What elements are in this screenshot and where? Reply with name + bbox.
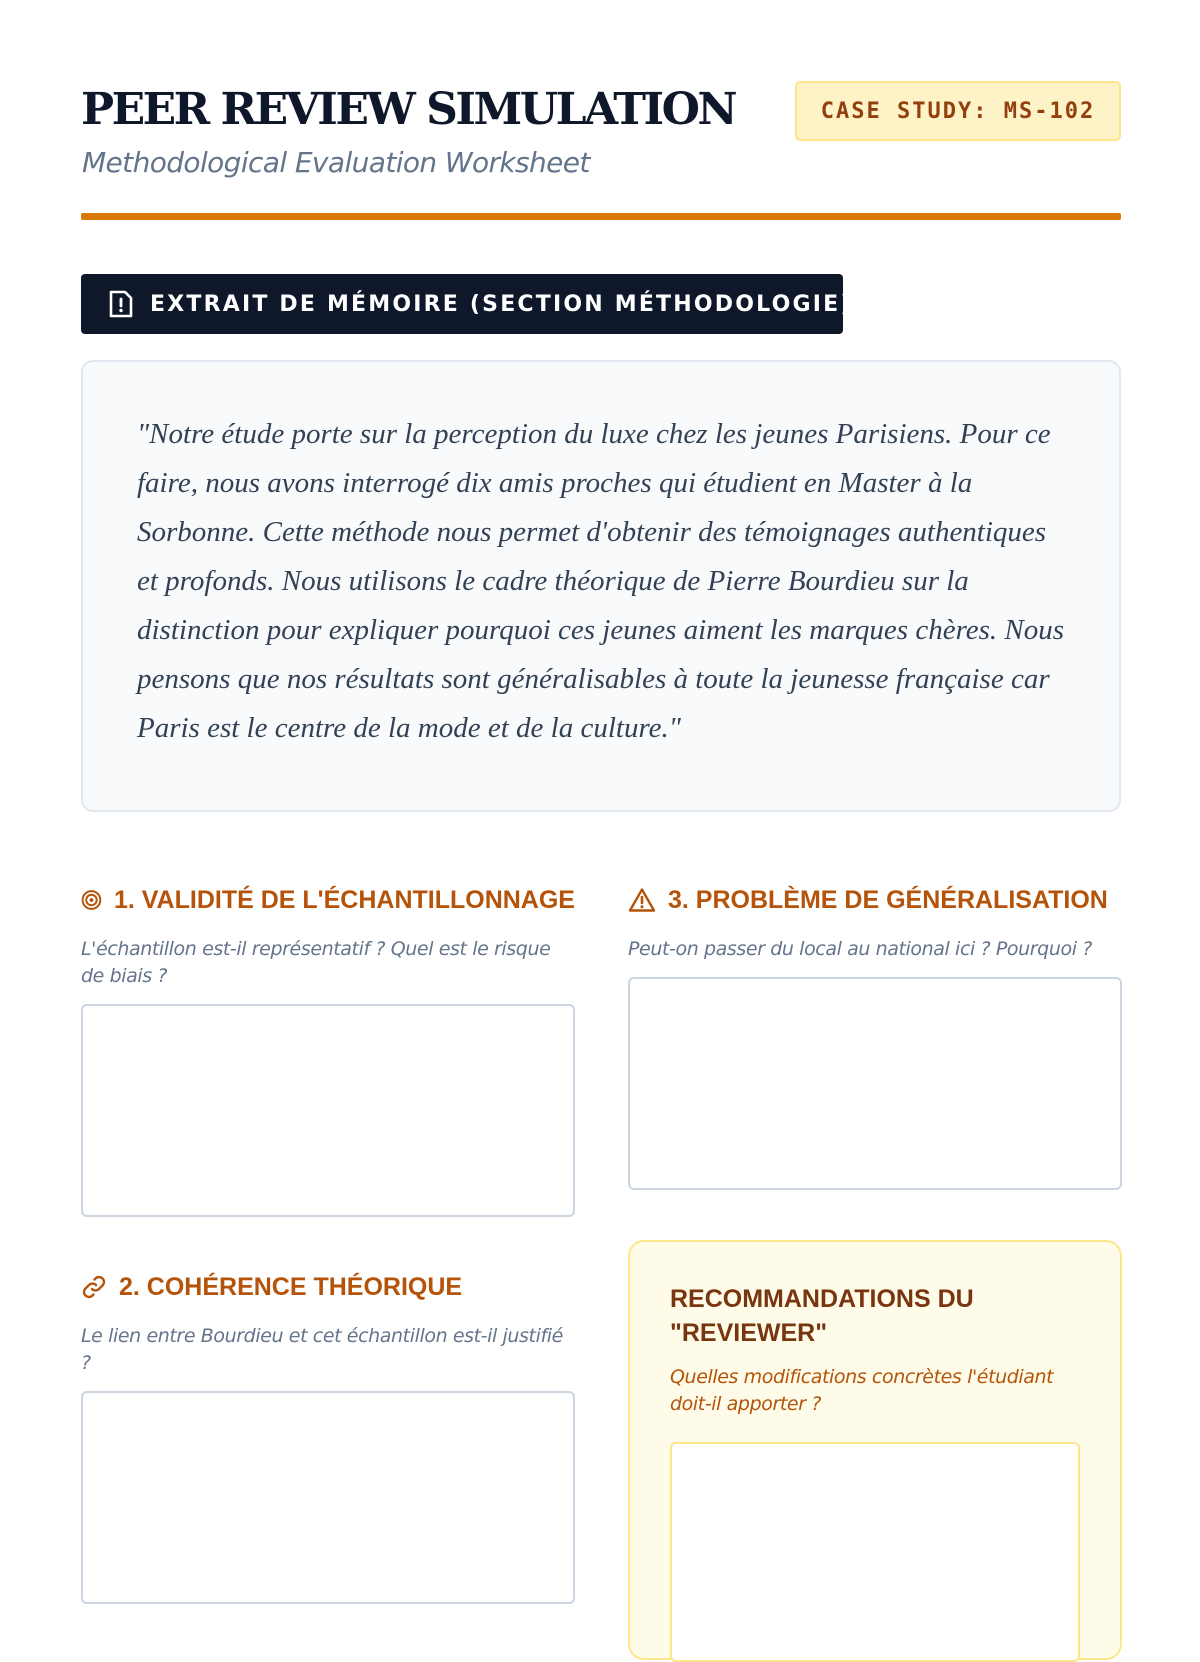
page-title: PEER REVIEW SIMULATION — [81, 84, 736, 135]
question-generalization — [628, 880, 1122, 1190]
excerpt-label: EXTRAIT DE MÉMOIRE (SECTION MÉTHODOLOGIE) — [150, 291, 853, 317]
theory-answer-field[interactable] — [81, 1391, 575, 1604]
generalization-answer-field[interactable] — [628, 977, 1122, 1190]
recommendations-box — [628, 1240, 1122, 1660]
recommendations-title: RECOMMANDATIONS DU "REVIEWER" — [670, 1285, 974, 1347]
excerpt-section-tag — [81, 274, 853, 334]
question-title: 1. VALIDITÉ DE L'ÉCHANTILLONNAGE — [113, 885, 575, 914]
question-prompt: Peut-on passer du local au national ici ? Pourquoi ? — [628, 938, 1092, 960]
question-heading — [81, 880, 575, 920]
question-heading — [628, 880, 1122, 920]
question-heading — [81, 1267, 575, 1307]
warning-icon — [628, 887, 656, 913]
excerpt-quote: "Notre étude porte sur la perception du luxe chez les jeunes Parisiens. Pour ce faire, nous avons interrogé dix amis proches qui étudient en Master à la Sorbonne. Cette méthode nous permet d'obtenir des témoignages authentiques et profonds. Nous utilisons le cadre théorique de Pierre Bourdieu sur la distinction pour expliquer pourquoi ces jeunes aiment les marques chères. Nous pensons que nos résultats sont généralisables à toute la jeunesse française car Paris est le centre de la mode et de la culture." — [137, 418, 1065, 744]
recommendations-answer-field[interactable] — [670, 1442, 1080, 1662]
question-prompt: L'échantillon est-il représentatif ? Quel est le risque de biais ? — [81, 938, 551, 987]
header — [81, 0, 1121, 222]
question-theory — [81, 1267, 575, 1604]
question-title: 2. COHÉRENCE THÉORIQUE — [119, 1272, 463, 1301]
file-alert-icon — [108, 289, 134, 319]
header-divider — [81, 213, 1121, 220]
excerpt-quote-box — [81, 360, 1121, 812]
target-icon — [81, 887, 102, 913]
link-icon — [81, 1274, 107, 1300]
case-study-badge: CASE STUDY: MS-102 — [795, 81, 1121, 141]
question-title: 3. PROBLÈME DE GÉNÉRALISATION — [668, 885, 1108, 914]
sampling-answer-field[interactable] — [81, 1004, 575, 1217]
question-sampling — [81, 880, 575, 1217]
recommendations-prompt: Quelles modifications concrètes l'étudiant doit-il apporter ? — [670, 1366, 1054, 1415]
question-prompt: Le lien entre Bourdieu et cet échantillon est-il justifié ? — [81, 1325, 563, 1374]
worksheet-page — [81, 0, 1121, 1415]
page-subtitle: Methodological Evaluation Worksheet — [82, 146, 590, 179]
